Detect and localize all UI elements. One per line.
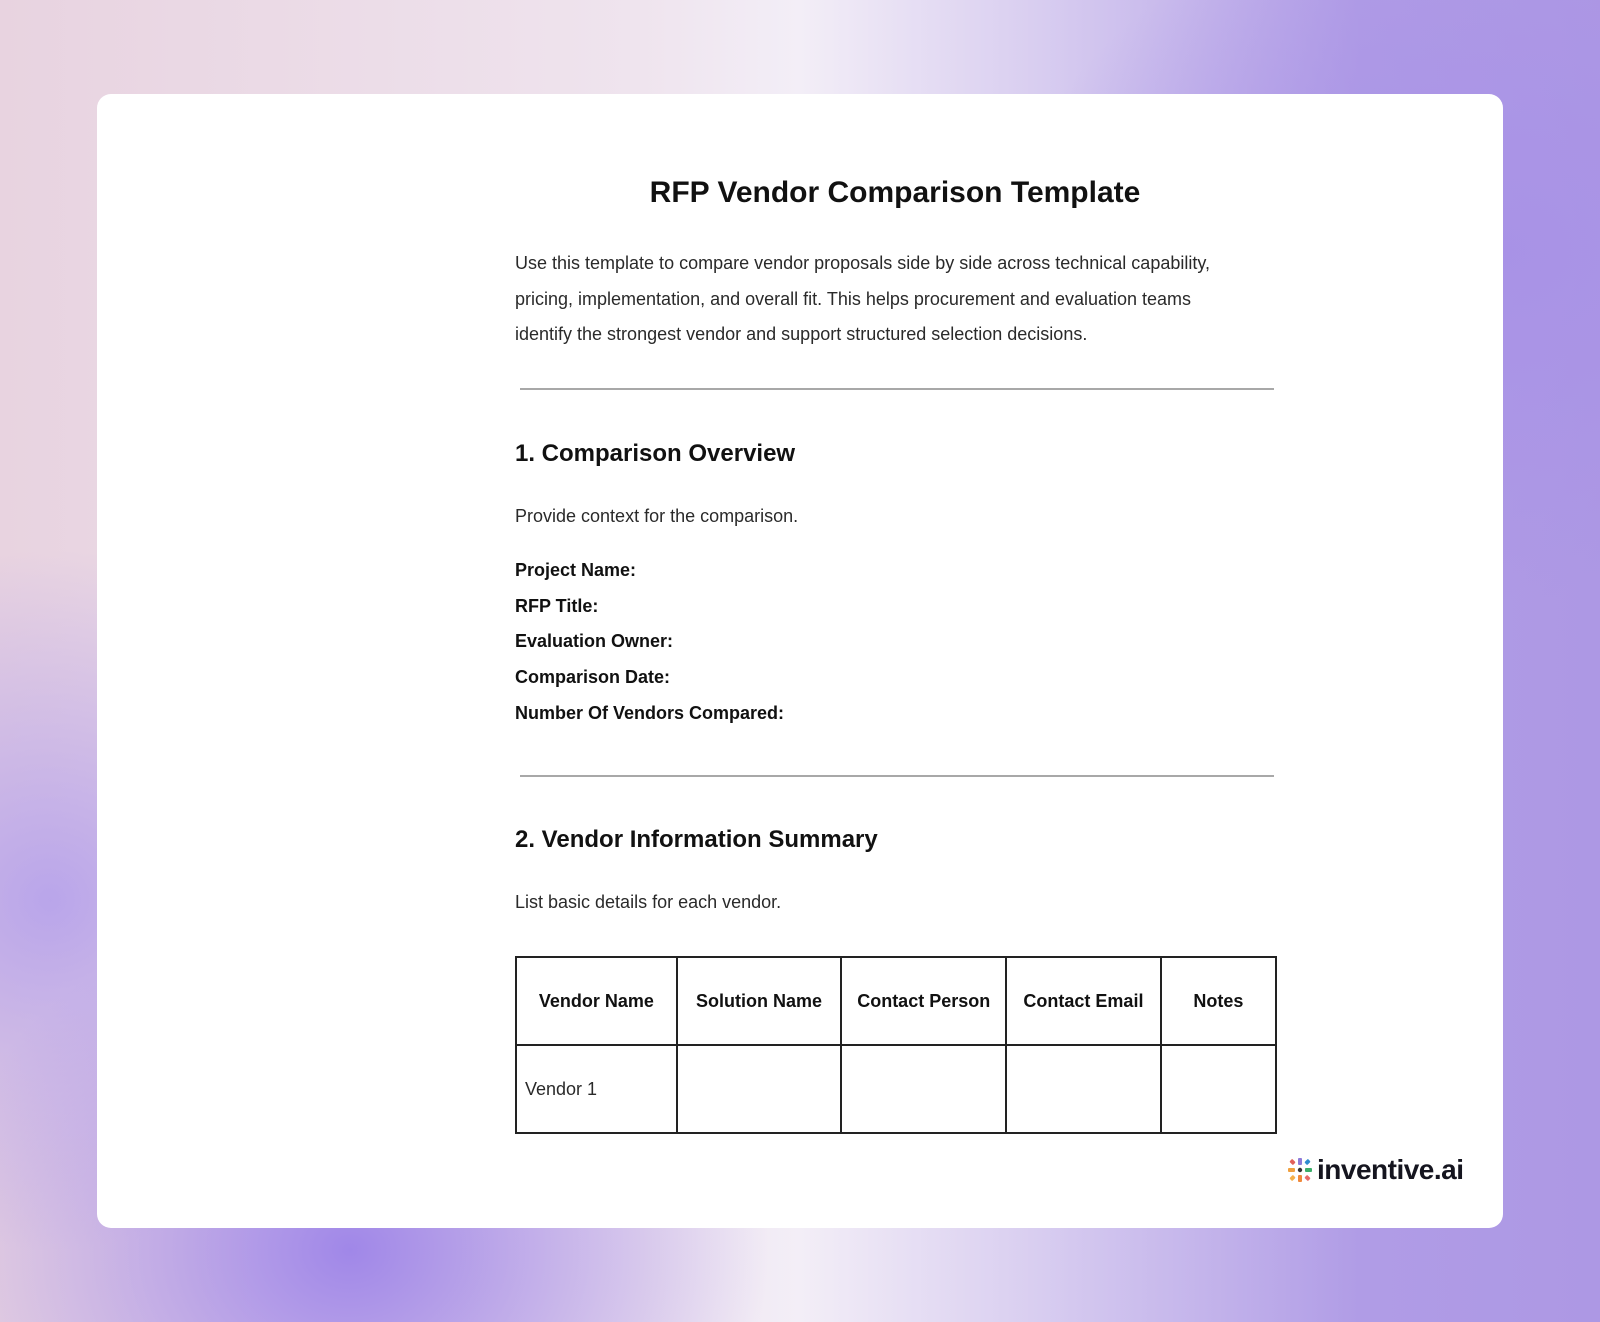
divider xyxy=(520,775,1274,777)
table-cell-contact-person xyxy=(841,1045,1006,1133)
page-title: RFP Vendor Comparison Template xyxy=(649,176,1141,209)
intro-paragraph xyxy=(515,246,1275,353)
field-comparison-date: Comparison Date: xyxy=(515,667,671,687)
inventive-pinwheel-icon xyxy=(1287,1157,1313,1183)
table-header-row xyxy=(516,957,1276,1045)
field-number-of-vendors: Number Of Vendors Compared: xyxy=(515,703,785,723)
inventive-logo xyxy=(1287,1154,1464,1186)
column-header-contact-email: Contact Email xyxy=(1006,957,1161,1045)
column-header-notes: Notes xyxy=(1161,957,1276,1045)
divider xyxy=(520,388,1274,390)
section-description: Provide context for the comparison. xyxy=(515,506,799,526)
table-row xyxy=(516,1045,1276,1133)
table-cell-notes xyxy=(1161,1045,1276,1133)
document-card xyxy=(97,94,1503,1228)
logo-wordmark: inventive.ai xyxy=(1317,1154,1464,1185)
field-evaluation-owner: Evaluation Owner: xyxy=(515,631,674,651)
section-heading-comparison-overview: 1. Comparison Overview xyxy=(515,440,796,467)
vendor-info-table xyxy=(515,956,1277,1134)
column-header-vendor-name: Vendor Name xyxy=(516,957,677,1045)
section-heading-vendor-information: 2. Vendor Information Summary xyxy=(515,826,878,853)
field-rfp-title: RFP Title: xyxy=(515,596,599,616)
field-project-name: Project Name: xyxy=(515,560,637,580)
intro-line: identify the strongest vendor and support structured selection decisions. xyxy=(515,324,1088,344)
column-header-solution-name: Solution Name xyxy=(677,957,842,1045)
table-cell-vendor-name: Vendor 1 xyxy=(516,1045,677,1133)
table-cell-contact-email xyxy=(1006,1045,1161,1133)
intro-line: pricing, implementation, and overall fit. This helps procurement and evaluation teams xyxy=(515,288,1192,309)
intro-line: Use this template to compare vendor proposals side by side across technical capability, xyxy=(515,253,1211,273)
table-cell-solution-name xyxy=(677,1045,842,1133)
column-header-contact-person: Contact Person xyxy=(841,957,1006,1045)
section-description: List basic details for each vendor. xyxy=(515,892,782,912)
